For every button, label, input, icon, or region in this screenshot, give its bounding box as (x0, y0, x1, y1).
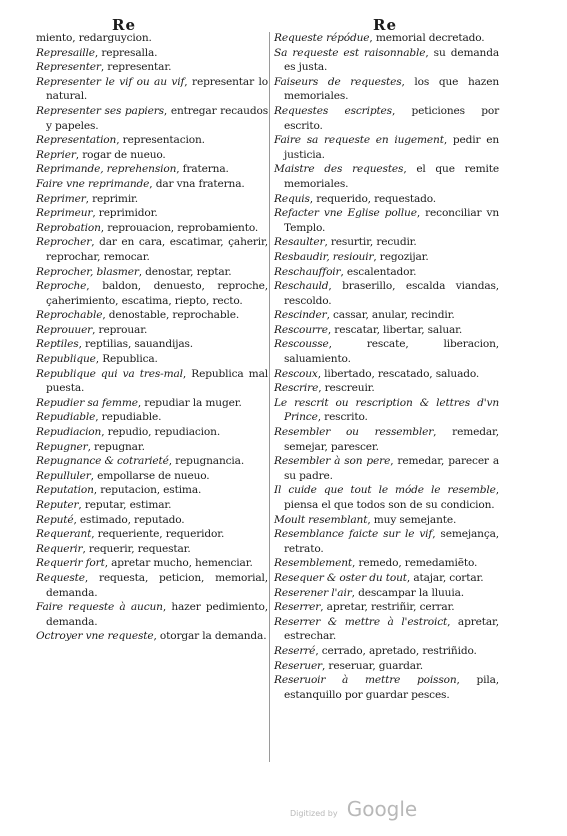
entry-definition: , rescate, liberacion, saluamiento. (284, 338, 499, 366)
entry-definition: , repugnancia. (168, 455, 245, 468)
dictionary-entry (274, 600, 499, 615)
entry-headword: Rescousse (274, 338, 329, 351)
dictionary-entry (36, 527, 268, 542)
column-divider (269, 32, 270, 762)
entry-headword: Resemblement (274, 557, 353, 570)
dictionary-entry (36, 498, 268, 513)
entry-headword: Reprimeur (36, 207, 93, 220)
entry-definition: , remedar, semejar, parescer. (284, 426, 499, 453)
entry-headword: Reschauffoir (274, 265, 341, 278)
entry-headword: Repudiacion (36, 426, 102, 439)
entry-headword: Requeste (36, 571, 85, 584)
dictionary-entry (36, 542, 268, 557)
dictionary-entry (36, 600, 268, 629)
dictionary-entry (274, 31, 499, 46)
dictionary-entry (274, 279, 499, 308)
entry-headword: Requerant (36, 528, 92, 541)
entry-definition: , pedir en justicia. (284, 134, 499, 161)
dictionary-entry (274, 323, 499, 338)
running-head-left: Re (112, 16, 137, 34)
entry-definition: , rescrito. (317, 411, 368, 424)
entry-definition: , apretar, restriñir, cerrar. (320, 601, 455, 614)
dictionary-entry (274, 46, 499, 75)
entry-definition: , remedo, remedamiẽto. (352, 557, 478, 570)
entry-definition: , requeriente, requeridor. (91, 528, 225, 541)
entry-definition: , reputacion, estima. (93, 484, 202, 497)
dictionary-entry (36, 556, 268, 571)
entry-headword: Faire sa requeste en iugement (274, 134, 444, 147)
entry-headword: Reserener l'air (274, 586, 352, 599)
entry-definition: , rescreuir. (318, 382, 375, 395)
dictionary-entry (36, 571, 268, 600)
entry-definition: , dar vna fraterna. (149, 177, 245, 190)
entry-headword: Reserré (274, 644, 316, 657)
entry-definition: , memorial decretado. (369, 32, 485, 44)
entry-definition: , reprimidor. (92, 207, 158, 220)
dictionary-entry (36, 75, 268, 104)
dictionary-entry (36, 148, 268, 163)
entry-definition: , braserillo, escalda viandas, rescoldo. (284, 280, 499, 307)
dictionary-entry (274, 75, 499, 104)
entry-headword: Reprochable (36, 309, 103, 322)
dictionary-entry (274, 367, 499, 382)
entry-definition: , escalentador. (340, 265, 417, 278)
entry-definition: , representacion. (116, 134, 205, 147)
dictionary-entry (274, 337, 499, 366)
entry-headword: Rescinder (274, 309, 327, 322)
entry-definition: , denostable, reprochable. (102, 309, 240, 322)
entry-definition: , dar en cara, escatimar, çaherir, reprochar, remocar. (46, 236, 268, 263)
dictionary-entry (36, 162, 268, 177)
entry-headword: Reschauld (274, 280, 329, 293)
entry-headword: Reprobation (36, 221, 101, 234)
dictionary-entry (274, 644, 499, 659)
dictionary-entry (36, 629, 268, 644)
entry-definition: , peticiones por escrito. (284, 104, 499, 132)
entry-headword: Requerir (36, 542, 83, 555)
entry-headword: Reserrer & mettre à l'estroict (274, 615, 448, 628)
dictionary-entry (36, 440, 268, 455)
dictionary-entry (274, 586, 499, 601)
entry-headword: Rescrire (274, 382, 319, 395)
entry-headword: Republique qui va tres-mal (36, 367, 183, 380)
right-column (274, 31, 499, 702)
dictionary-entry (36, 469, 268, 484)
left-column (36, 31, 268, 644)
entry-headword: Requis (274, 192, 310, 205)
dictionary-entry (274, 571, 499, 586)
entry-headword: Representation (36, 134, 117, 147)
entry-definition: , representar. (100, 61, 172, 74)
dictionary-entry (274, 483, 499, 512)
entry-headword: Le rescrit ou rescription & lettres d'vn Prince (274, 396, 499, 424)
dictionary-entry (36, 104, 268, 133)
entry-headword: Rescourre (274, 323, 328, 336)
entry-definition: , reprouacion, reprobamiento. (100, 221, 259, 234)
entry-definition: , requerido, requestado. (309, 192, 437, 205)
entry-definition: , represalla. (94, 46, 158, 59)
entry-headword: Repulluler (36, 469, 91, 482)
entry-definition: , cerrado, apretado, restriñido. (315, 644, 477, 657)
entry-headword: Requerir fort (36, 557, 105, 570)
dictionary-entry (274, 308, 499, 323)
entry-definition: , requerir, requestar. (82, 542, 191, 555)
entry-headword: Resaulter (274, 236, 325, 249)
entry-definition: , repudiable. (95, 411, 162, 424)
entry-definition: , estimado, reputado. (73, 513, 185, 526)
entry-headword: Repugnance & cotrarieté (36, 455, 169, 468)
dictionary-entry (274, 615, 499, 644)
dictionary-entry (36, 425, 268, 440)
entry-definition: , baldon, denuesto, reproche, çaherimiento, escatima, riepto, recto. (46, 280, 268, 307)
entry-headword: Reprier (36, 148, 76, 161)
entry-headword: Moult resemblant (274, 513, 368, 526)
entry-headword: Sa requeste est raisonnable (274, 46, 426, 59)
entry-definition: , otorgar la demanda. (153, 630, 267, 643)
entry-headword: Republique (36, 353, 96, 366)
entry-definition: , rescatar, libertar, saluar. (327, 323, 463, 336)
entry-headword: Reptiles (36, 338, 79, 351)
watermark-prefix: Digitized by (290, 809, 338, 818)
entry-definition: , cassar, anular, recindir. (326, 309, 455, 322)
dictionary-entry (274, 162, 499, 191)
entry-headword: Reseruoir à mettre poisson (274, 674, 457, 687)
dictionary-entry (36, 192, 268, 207)
entry-definition: , resurtir, recudir. (324, 236, 417, 249)
entry-headword: Resemblance faicte sur le vif (274, 528, 433, 541)
dictionary-entry (36, 367, 268, 396)
dictionary-entry (36, 454, 268, 469)
dictionary-entry (36, 60, 268, 75)
entry-definition: , reprouar. (92, 323, 148, 336)
entry-definition: , representar lo natural. (46, 75, 268, 103)
dictionary-entry (274, 527, 499, 556)
entry-headword: Reserrer (274, 601, 321, 614)
entry-headword: Requestes escriptes (274, 104, 392, 117)
dictionary-entry (36, 279, 268, 308)
entry-definition: , reseruar, guardar. (321, 659, 423, 672)
dictionary-entry (274, 659, 499, 674)
entry-definition: , descampar la lluuia. (351, 586, 464, 599)
entry-headword: Resembler à son pere (274, 455, 391, 468)
entry-definition: , repudiar la muger. (137, 396, 242, 409)
entry-definition: , rogar de nueuo. (75, 148, 166, 161)
dictionary-entry (274, 556, 499, 571)
entry-headword: Refacter vne Eglise pollue (274, 207, 417, 220)
entry-definition: , reprimir. (85, 192, 139, 205)
dictionary-entry (36, 206, 268, 221)
entry-headword: Reprouuer (36, 323, 93, 336)
entry-headword: Il cuide que tout le móde le resemble (274, 484, 496, 497)
entry-headword: Reprocher (36, 236, 92, 249)
entry-headword: Reprimer (36, 192, 86, 205)
entry-definition: , libertado, rescatado, saluado. (317, 367, 480, 380)
entry-headword: Octroyer vne requeste (36, 630, 154, 643)
entry-headword: Resbaudir, resiouir (274, 250, 374, 263)
dictionary-entry (36, 177, 268, 192)
entry-definition: , empollarse de nueuo. (90, 469, 210, 482)
entry-headword: Maistre des requestes (274, 163, 404, 176)
google-logo: Google (346, 797, 418, 821)
dictionary-entry (274, 673, 499, 702)
digitized-watermark (290, 797, 417, 821)
dictionary-entry (36, 133, 268, 148)
entry-headword: Reseruer (274, 659, 322, 672)
entry-definition: , repudio, repudiacion. (101, 426, 221, 439)
entry-headword: Resembler ou ressembler (274, 426, 434, 439)
entry-definition: , reputar, estimar. (78, 499, 172, 511)
entry-headword: Reputé (36, 513, 74, 526)
entry-definition: , los que hazen memoriales. (284, 75, 500, 103)
entry-headword: Reputer (36, 499, 79, 511)
entry-headword: Repudiable (36, 411, 96, 424)
entry-headword: Representer (36, 61, 101, 74)
entry-headword: Resequer & oster du tout (274, 571, 407, 584)
entry-definition: , su demanda es justa. (284, 46, 499, 74)
dictionary-entry (274, 104, 499, 133)
entry-headword: Faire requeste à aucun (36, 601, 163, 614)
dictionary-entry (36, 31, 268, 46)
entry-headword: Faire vne reprimande (36, 177, 150, 190)
dictionary-entry (36, 265, 268, 280)
dictionary-entry (274, 265, 499, 280)
dictionary-entry (36, 46, 268, 61)
entry-definition: , reconciliar vn Templo. (284, 207, 499, 234)
dictionary-entry (274, 250, 499, 265)
entry-definition: , hazer pedimiento, demanda. (46, 601, 268, 628)
dictionary-entry (36, 337, 268, 352)
dictionary-entry (36, 352, 268, 367)
entry-headword: Represaille (36, 46, 95, 59)
entry-definition: , denostar, reptar. (138, 265, 232, 278)
entry-definition: , el que remite memoriales. (284, 163, 500, 190)
dictionary-entry (274, 235, 499, 250)
entry-definition: , semejança, retrato. (284, 528, 499, 555)
dictionary-entry (36, 235, 268, 264)
dictionary-entry (36, 221, 268, 236)
entry-definition: , pila, estanquillo por guardar pesces. (284, 674, 499, 701)
dictionary-entry (274, 425, 499, 454)
entry-headword: Representer le vif ou au vif (36, 75, 185, 88)
entry-headword: Rescoux (274, 367, 318, 380)
entry-headword: Reputation (36, 484, 94, 497)
entry-definition: , fraterna. (176, 163, 229, 176)
entry-headword: Requeste répódue (274, 32, 370, 44)
dictionary-entry (274, 133, 499, 162)
entry-definition: , repugnar. (87, 440, 145, 453)
dictionary-entry (274, 454, 499, 483)
entry-definition: , apretar, estrechar. (284, 615, 499, 643)
entry-headword: Faiseurs de requestes (274, 75, 402, 88)
entry-definition: miento, redarguycion. (36, 32, 152, 44)
entry-definition: , reptilias, sauandijas. (78, 338, 194, 351)
entry-headword: Representer ses papiers (36, 104, 164, 117)
entry-headword: Reprocher, blasmer (36, 265, 139, 278)
dictionary-entry (274, 513, 499, 528)
entry-definition: , regozijar. (373, 250, 429, 263)
entry-definition: , Republica. (95, 353, 158, 366)
dictionary-entry (274, 206, 499, 235)
dictionary-entry (36, 308, 268, 323)
entry-headword: Repugner (36, 440, 88, 453)
dictionary-entry (36, 513, 268, 528)
running-head-right: Re (373, 16, 398, 34)
entry-headword: Reprimande, reprehension (36, 163, 177, 176)
dictionary-entry (274, 396, 499, 425)
dictionary-entry (274, 192, 499, 207)
entry-definition: , remedar, parecer a su padre. (284, 455, 499, 482)
entry-definition: , piensa el que todos son de su condicion. (284, 484, 499, 511)
entry-definition: , Republica mal puesta. (46, 367, 268, 395)
dictionary-entry (36, 323, 268, 338)
dictionary-entry (274, 381, 499, 396)
dictionary-entry (36, 410, 268, 425)
entry-headword: Repudier sa femme (36, 396, 138, 409)
entry-definition: , entregar recaudos y papeles. (46, 104, 268, 132)
entry-definition: , atajar, cortar. (406, 571, 484, 584)
entry-headword: Reproche (36, 280, 87, 293)
dictionary-entry (36, 396, 268, 411)
entry-definition: , requesta, peticion, memorial, demanda. (46, 571, 268, 599)
entry-definition: , apretar mucho, hemenciar. (104, 557, 253, 570)
dictionary-entry (36, 483, 268, 498)
entry-definition: , muy semejante. (367, 513, 457, 526)
